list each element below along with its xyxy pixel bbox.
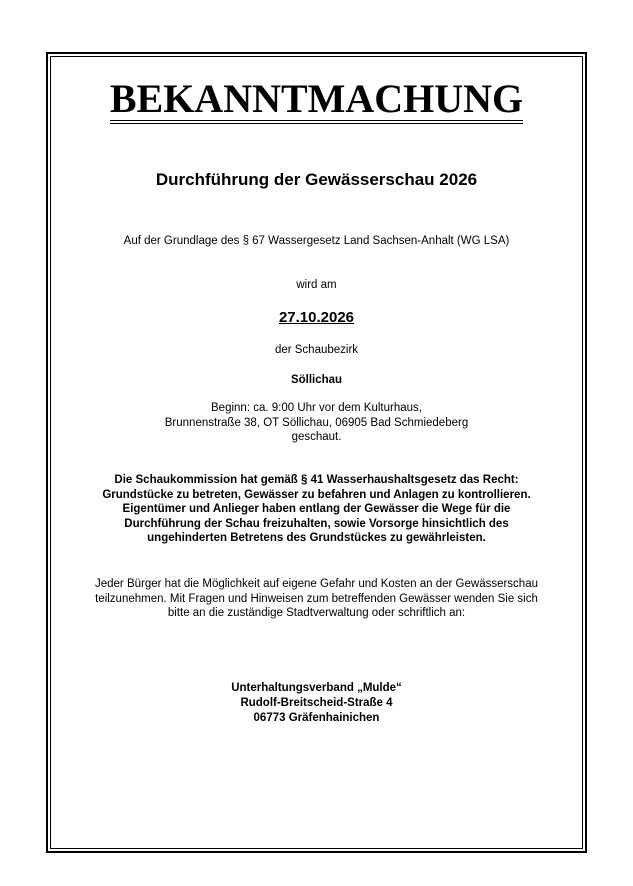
headline [52, 76, 581, 124]
schaubezirk-label: der Schaubezirk [274, 344, 359, 356]
citizen-line: Jeder Bürger hat die Möglichkeit auf eigene Gefahr und Kosten an der Gewässerschau [94, 578, 538, 590]
wird-am-label: wird am [296, 279, 337, 291]
citizen-line: teilzunehmen. Mit Fragen und Hinweisen zum betreffenden Gewässer wenden Sie sich [95, 592, 538, 605]
start-line: geschaut. [291, 431, 342, 443]
citizen-line: bitte an die zuständige Stadtverwaltung oder schriftlich an: [167, 607, 466, 619]
commission-line: Die Schaukommission hat gemäß § 41 Wasserhaushaltsgesetz das Recht: [114, 474, 519, 486]
citizen-info [52, 577, 581, 621]
district-name: Söllichau [290, 374, 343, 386]
date-value: 27.10.2026 [278, 309, 355, 326]
date [52, 309, 581, 327]
address-line: Unterhaltungsverband „Mulde“ [231, 682, 402, 694]
start-line: Beginn: ca. 9:00 Uhr vor dem Kulturhaus, [211, 402, 422, 414]
headline-text: BEKANNTMACHUNG [110, 78, 523, 124]
commission-rights [52, 473, 581, 546]
commission-line: Durchführung der Schau freizuhalten, sowie Vorsorge hinsichtlich des [124, 517, 509, 530]
commission-line: ungehinderten Betretens des Grundstückes zu gewährleisten. [147, 532, 486, 544]
commission-line: Grundstücke zu betreten, Gewässer zu befahren und Anlagen zu kontrollieren. [102, 488, 531, 501]
subtitle: Durchführung der Gewässerschau 2026 [155, 170, 478, 189]
start-info [52, 401, 581, 445]
address-block [52, 681, 581, 726]
legal-basis: Auf der Grundlage des § 67 Wassergesetz Land Sachsen-Anhalt (WG LSA) [123, 235, 510, 247]
commission-line: Eigentümer und Anlieger haben entlang der Gewässer die Wege für die [122, 503, 511, 515]
address-line: 06773 Gräfenhainichen [253, 712, 380, 724]
address-line: Rudolf-Breitscheid-Straße 4 [240, 697, 393, 709]
start-line: Brunnenstraße 38, OT Söllichau, 06905 Bad Schmiedeberg [164, 416, 469, 429]
